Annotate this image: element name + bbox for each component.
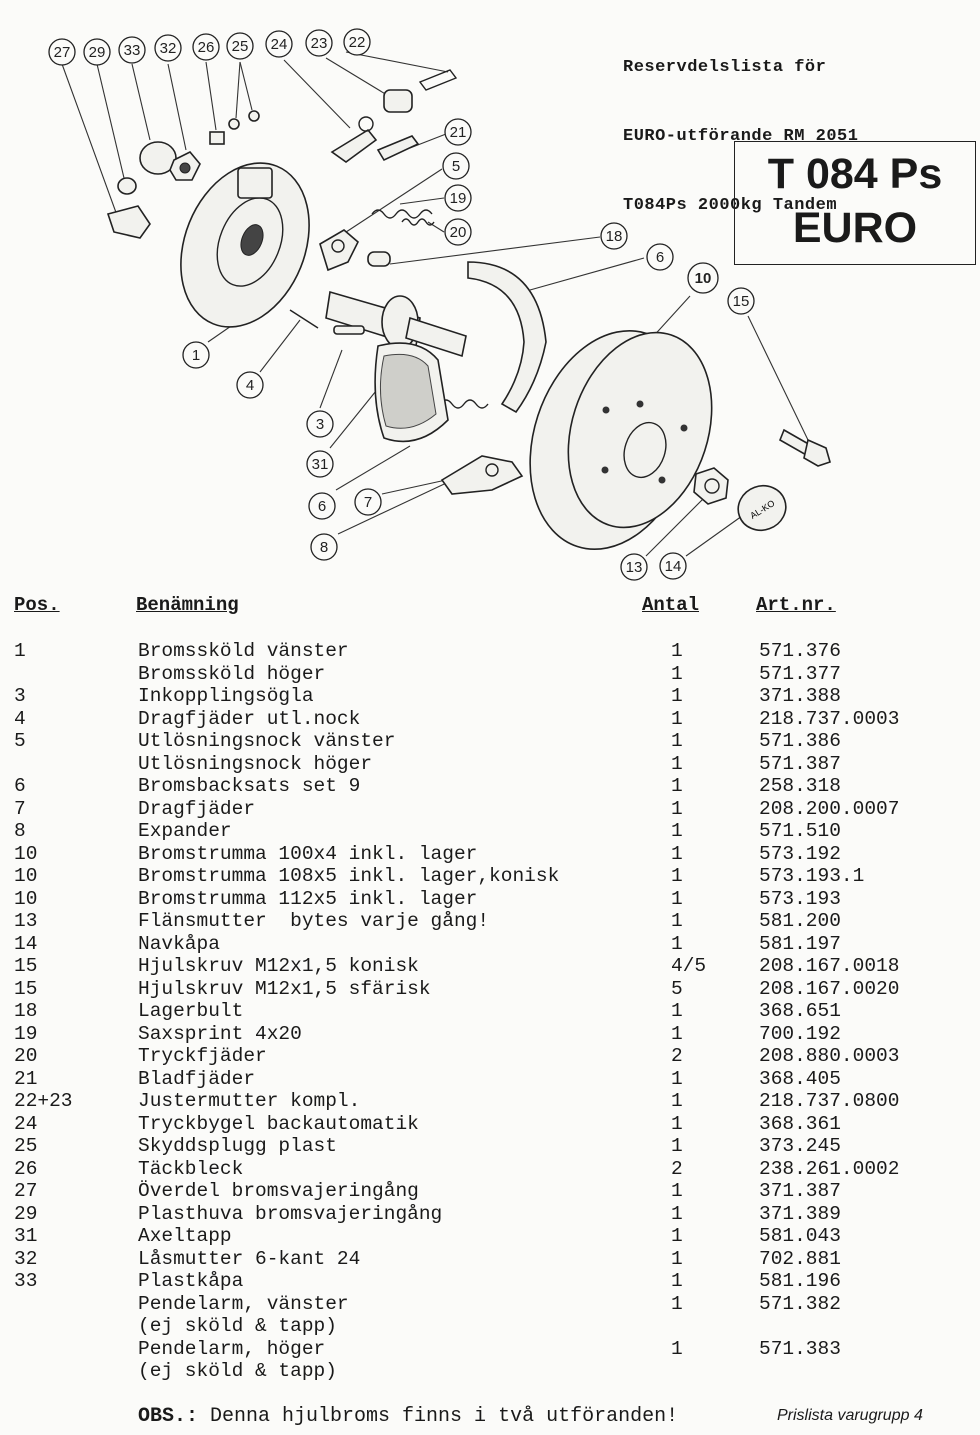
row-name: Bromstrumma 108x5 inkl. lager,konisk	[138, 865, 560, 887]
row-pos: 4	[14, 707, 26, 730]
row-pos: 6	[14, 775, 26, 797]
row-qty: 1	[671, 842, 683, 865]
row-name: Utlösningsnock vänster	[138, 730, 396, 752]
callout-19	[445, 185, 471, 211]
row-name: Plastkåpa	[138, 1270, 244, 1292]
table-row	[0, 1045, 980, 1068]
row-name: Saxsprint 4x20	[138, 1022, 302, 1045]
row-name: Pendelarm, höger	[138, 1337, 326, 1360]
row-pos: 8	[14, 820, 26, 842]
table-row	[0, 910, 980, 933]
row-qty: 1	[671, 910, 683, 932]
row-pos: 7	[14, 797, 26, 820]
row-qty: 1	[671, 1247, 683, 1270]
table-row	[0, 685, 980, 708]
row-pos: 32	[14, 1247, 38, 1270]
row-pos: 19	[14, 1022, 38, 1045]
row-qty: 1	[671, 730, 683, 752]
table-row	[0, 843, 980, 866]
col-qty-header: Antal	[642, 594, 700, 616]
row-name: Utlösningsnock höger	[138, 752, 373, 775]
row-qty: 1	[671, 797, 683, 820]
col-name-header: Benämning	[136, 594, 239, 616]
hub-cap-logo: AL-KO	[748, 498, 777, 521]
row-pos: 27	[14, 1180, 38, 1202]
callout-number: 32	[159, 40, 177, 57]
row-qty: 1	[671, 685, 683, 707]
row-qty: 1	[671, 820, 683, 842]
row-art: 208.880.0003	[759, 1045, 900, 1067]
row-name: (ej sköld & tapp)	[138, 1315, 337, 1337]
row-name: Pendelarm, vänster	[138, 1292, 349, 1315]
row-pos: 20	[14, 1045, 38, 1067]
model-variant: EURO	[792, 204, 918, 252]
row-name: Bromssköld höger	[138, 662, 326, 685]
row-qty: 1	[671, 1292, 683, 1315]
callout-3	[307, 411, 333, 437]
callout-20	[445, 219, 471, 245]
callout-24	[266, 31, 292, 57]
row-qty: 1	[671, 1112, 683, 1135]
table-row	[0, 1023, 980, 1046]
col-art-header: Art.nr.	[756, 594, 836, 616]
table-row	[0, 1158, 980, 1181]
row-name: Dragfjäder utl.nock	[138, 707, 361, 730]
row-name: Bromstrumma 100x4 inkl. lager	[138, 842, 478, 865]
row-art: 368.361	[759, 1112, 841, 1135]
row-art: 571.386	[759, 730, 841, 752]
row-name: Bromssköld vänster	[138, 640, 349, 662]
hub-cap	[732, 479, 792, 537]
row-art: 208.200.0007	[759, 797, 900, 820]
wheel-bolt	[780, 430, 830, 466]
table-row	[0, 1180, 980, 1203]
callout-33	[119, 37, 145, 63]
row-art: 571.383	[759, 1337, 841, 1360]
parts-table-body	[0, 640, 980, 1383]
table-row	[0, 1338, 980, 1361]
row-art: 571.377	[759, 662, 841, 685]
callout-number: 27	[53, 44, 71, 61]
row-name: Bromsbacksats set 9	[138, 775, 361, 797]
table-row	[0, 1090, 980, 1113]
table-row	[0, 1248, 980, 1271]
row-art: 371.387	[759, 1180, 841, 1202]
row-pos: 14	[14, 932, 38, 955]
callout-25	[227, 33, 253, 59]
row-qty: 1	[671, 707, 683, 730]
row-qty: 1	[671, 640, 683, 662]
row-name: Täckbleck	[138, 1157, 244, 1180]
callout-number: 6	[655, 249, 665, 266]
callout-7	[355, 489, 381, 515]
row-qty: 1	[671, 1180, 683, 1202]
row-qty: 1	[671, 1270, 683, 1292]
callout-6	[647, 244, 673, 270]
parts-table-header	[0, 594, 980, 620]
callout-number: 19	[449, 190, 467, 207]
row-name: Plasthuva bromsvajeringång	[138, 1202, 443, 1225]
row-qty: 2	[671, 1045, 683, 1067]
row-name: Axeltapp	[138, 1225, 232, 1247]
callout-number: 15	[732, 293, 750, 310]
model-code: T 084 Ps	[767, 150, 943, 198]
row-qty: 1	[671, 1067, 683, 1090]
table-row	[0, 730, 980, 753]
callout-15	[728, 288, 754, 314]
title-line-1: Reservdelslista för	[623, 58, 827, 77]
table-row	[0, 820, 980, 843]
exploded-brake-diagram	[0, 0, 980, 590]
release-cam	[320, 230, 390, 270]
row-qty: 1	[671, 1090, 683, 1112]
row-name: Flänsmutter bytes varje gång!	[138, 910, 490, 932]
callout-number: 23	[310, 35, 328, 52]
row-name: Bromstrumma 112x5 inkl. lager	[138, 887, 478, 910]
table-row	[0, 933, 980, 956]
col-pos-header: Pos.	[14, 594, 60, 616]
row-qty: 1	[671, 887, 683, 910]
row-name: (ej sköld & tapp)	[138, 1360, 337, 1382]
row-qty: 1	[671, 1000, 683, 1022]
row-art: 573.193.1	[759, 865, 865, 887]
row-pos: 3	[14, 685, 26, 707]
row-art: 208.167.0018	[759, 955, 900, 977]
callout-number: 18	[605, 228, 623, 245]
row-qty: 1	[671, 662, 683, 685]
row-name: Tryckfjäder	[138, 1045, 267, 1067]
row-art: 371.388	[759, 685, 841, 707]
row-qty: 1	[671, 1337, 683, 1360]
row-art: 238.261.0002	[759, 1157, 900, 1180]
row-art: 571.376	[759, 640, 841, 662]
callout-number: 7	[363, 494, 373, 511]
callout-5	[443, 153, 469, 179]
callout-1	[183, 342, 209, 368]
table-row	[0, 888, 980, 911]
row-pos: 33	[14, 1270, 38, 1292]
row-qty: 1	[671, 775, 683, 797]
row-name: Dragfjäder	[138, 797, 256, 820]
callout-number: 26	[197, 39, 215, 56]
row-pos: 31	[14, 1225, 38, 1247]
row-pos: 10	[14, 865, 38, 887]
flange-nut	[694, 468, 728, 504]
callout-number: 22	[348, 34, 366, 51]
row-name: Expander	[138, 820, 232, 842]
callout-number: 8	[319, 539, 329, 556]
row-qty: 1	[671, 932, 683, 955]
row-name: Överdel bromsvajeringång	[138, 1180, 419, 1202]
row-name: Låsmutter 6-kant 24	[138, 1247, 361, 1270]
callout-6	[309, 493, 335, 519]
expander	[442, 456, 522, 494]
callout-21	[445, 119, 471, 145]
row-art: 702.881	[759, 1247, 841, 1270]
table-row	[0, 1315, 980, 1338]
title-line-3: T084Ps 2000kg Tandem	[623, 196, 838, 215]
row-pos: 29	[14, 1202, 38, 1225]
row-pos: 21	[14, 1067, 38, 1090]
row-pos: 5	[14, 730, 26, 752]
table-row	[0, 1000, 980, 1023]
row-pos: 25	[14, 1135, 38, 1157]
row-art: 258.318	[759, 775, 841, 797]
row-pos: 15	[14, 955, 38, 977]
adjuster-parts	[332, 70, 456, 162]
obs-note	[138, 1405, 678, 1428]
row-name: Inkopplingsögla	[138, 685, 314, 707]
row-pos: 1	[14, 640, 26, 662]
row-name: Hjulskruv M12x1,5 konisk	[138, 955, 419, 977]
callout-number: 24	[270, 36, 288, 53]
row-pos: 18	[14, 1000, 38, 1022]
row-name: Justermutter kompl.	[138, 1090, 361, 1112]
row-name: Skyddsplugg plast	[138, 1135, 337, 1157]
row-art: 581.043	[759, 1225, 841, 1247]
table-row	[0, 1270, 980, 1293]
callout-4	[237, 372, 263, 398]
callout-number: 13	[625, 559, 643, 576]
row-qty: 2	[671, 1157, 683, 1180]
row-qty: 5	[671, 977, 683, 1000]
callout-10	[688, 263, 718, 293]
row-art: 571.387	[759, 752, 841, 775]
callout-27	[49, 39, 75, 65]
table-row	[0, 1203, 980, 1226]
row-art: 571.510	[759, 820, 841, 842]
callout-26	[193, 34, 219, 60]
callout-23	[306, 30, 332, 56]
callout-32	[155, 35, 181, 61]
row-pos: 10	[14, 887, 38, 910]
title-line-2: EURO-utförande RM 2051	[623, 127, 859, 146]
row-art: 218.737.0800	[759, 1090, 900, 1112]
row-art: 700.192	[759, 1022, 841, 1045]
row-qty: 1	[671, 1225, 683, 1247]
callout-13	[621, 554, 647, 580]
table-row	[0, 708, 980, 731]
table-row	[0, 865, 980, 888]
row-art: 573.193	[759, 887, 841, 910]
callout-number: 14	[664, 558, 682, 575]
row-name: Bladfjäder	[138, 1067, 256, 1090]
callout-number: 29	[88, 44, 106, 61]
table-row	[0, 1293, 980, 1316]
row-pos: 15	[14, 977, 38, 1000]
row-pos: 10	[14, 842, 38, 865]
row-art: 571.382	[759, 1292, 841, 1315]
row-qty: 4/5	[671, 955, 707, 977]
row-name: Tryckbygel backautomatik	[138, 1112, 419, 1135]
callout-number: 3	[315, 416, 325, 433]
callout-31	[307, 451, 333, 477]
callout-18	[601, 223, 627, 249]
callout-8	[311, 534, 337, 560]
row-art: 208.167.0020	[759, 977, 900, 1000]
row-name: Hjulskruv M12x1,5 sfärisk	[138, 977, 431, 1000]
table-row	[0, 775, 980, 798]
callout-number: 25	[231, 38, 249, 55]
callout-number: 21	[449, 124, 467, 141]
row-qty: 1	[671, 865, 683, 887]
row-art: 218.737.0003	[759, 707, 900, 730]
obs-label: OBS.:	[138, 1405, 199, 1428]
row-qty: 1	[671, 1135, 683, 1157]
table-row	[0, 753, 980, 776]
row-art: 581.196	[759, 1270, 841, 1292]
row-qty: 1	[671, 1202, 683, 1225]
callout-number: 10	[694, 270, 712, 287]
row-name: Navkåpa	[138, 932, 220, 955]
row-pos: 22+23	[14, 1090, 73, 1112]
row-qty: 1	[671, 1022, 683, 1045]
callout-number: 1	[191, 347, 201, 364]
table-row	[0, 1360, 980, 1383]
callout-22	[344, 29, 370, 55]
callout-number: 20	[449, 224, 467, 241]
callout-number: 6	[317, 498, 327, 515]
row-pos: 26	[14, 1157, 38, 1180]
table-row	[0, 978, 980, 1001]
callout-number: 5	[451, 158, 461, 175]
table-row	[0, 955, 980, 978]
table-row	[0, 640, 980, 663]
table-row	[0, 1113, 980, 1136]
row-art: 581.197	[759, 932, 841, 955]
obs-text: Denna hjulbroms finns i två utföranden!	[198, 1405, 679, 1428]
row-art: 573.192	[759, 842, 841, 865]
row-name: Lagerbult	[138, 1000, 244, 1022]
row-qty: 1	[671, 752, 683, 775]
row-art: 368.651	[759, 1000, 841, 1022]
callout-29	[84, 39, 110, 65]
row-art: 368.405	[759, 1067, 841, 1090]
callout-number: 4	[245, 377, 255, 394]
table-row	[0, 1068, 980, 1091]
row-pos: 24	[14, 1112, 38, 1135]
callout-number: 31	[311, 456, 329, 473]
row-art: 581.200	[759, 910, 841, 932]
row-art: 371.389	[759, 1202, 841, 1225]
table-row	[0, 1135, 980, 1158]
callout-14	[660, 553, 686, 579]
table-row	[0, 1225, 980, 1248]
table-row	[0, 798, 980, 821]
callout-number: 33	[123, 42, 141, 59]
row-pos: 13	[14, 910, 38, 932]
price-list-reference: Prislista varugrupp 4	[777, 1407, 923, 1424]
row-art: 373.245	[759, 1135, 841, 1157]
table-row	[0, 663, 980, 686]
